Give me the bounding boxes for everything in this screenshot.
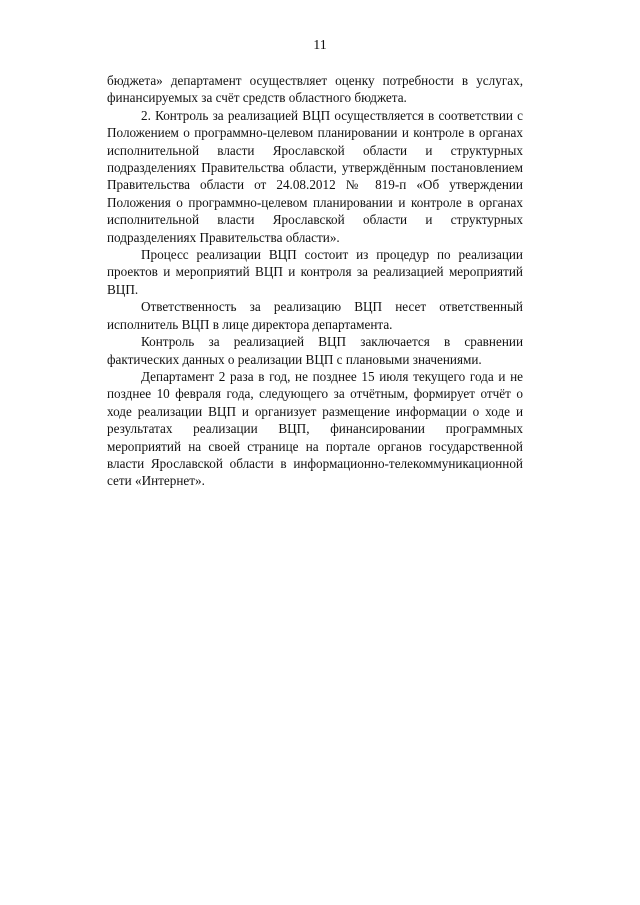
paragraph-responsibility: Ответственность за реализацию ВЦП несет ответственный исполнитель ВЦП в лице директора департамента. bbox=[107, 299, 523, 332]
paragraph-implementation-process: Процесс реализации ВЦП состоит из процедур по реализации проектов и мероприятий ВЦП и контроля за реализацией мероприятий ВЦП. bbox=[107, 247, 523, 297]
paragraph-control-regulation: 2. Контроль за реализацией ВЦП осуществляется в соответствии с Положением о программно-целевом планировании и контроле в органах исполнительной власти Ярославской области и структурных подразделениях Правительства области, утверждённым постановлением Правительства области от 24.08.2012 № 819-п «Об утверждении Положения о программно-целевом планировании и контроле в органах исполнительной власти Ярославской области и структурных подразделениях Правительства области». bbox=[107, 107, 523, 245]
paragraph-control-comparison: Контроль за реализацией ВЦП заключается в сравнении фактических данных о реализации ВЦП с плановыми значениями. bbox=[107, 334, 523, 367]
document-body bbox=[107, 72, 523, 490]
paragraph-budget-continuation: бюджета» департамент осуществляет оценку потребности в услугах, финансируемых за счёт средств областного бюджета. bbox=[107, 73, 523, 106]
paragraph-reporting: Департамент 2 раза в год, не позднее 15 июля текущего года и не позднее 10 февраля года, следующего за отчётным, формирует отчёт о ходе реализации ВЦП и организует размещение информации о ходе и результатах реализации ВЦП, финансировании программных мероприятий на своей странице на портале органов государственной власти Ярославской области в информационно-телекоммуникационной сети «Интернет». bbox=[107, 368, 523, 489]
page-number: 11 bbox=[313, 38, 327, 53]
